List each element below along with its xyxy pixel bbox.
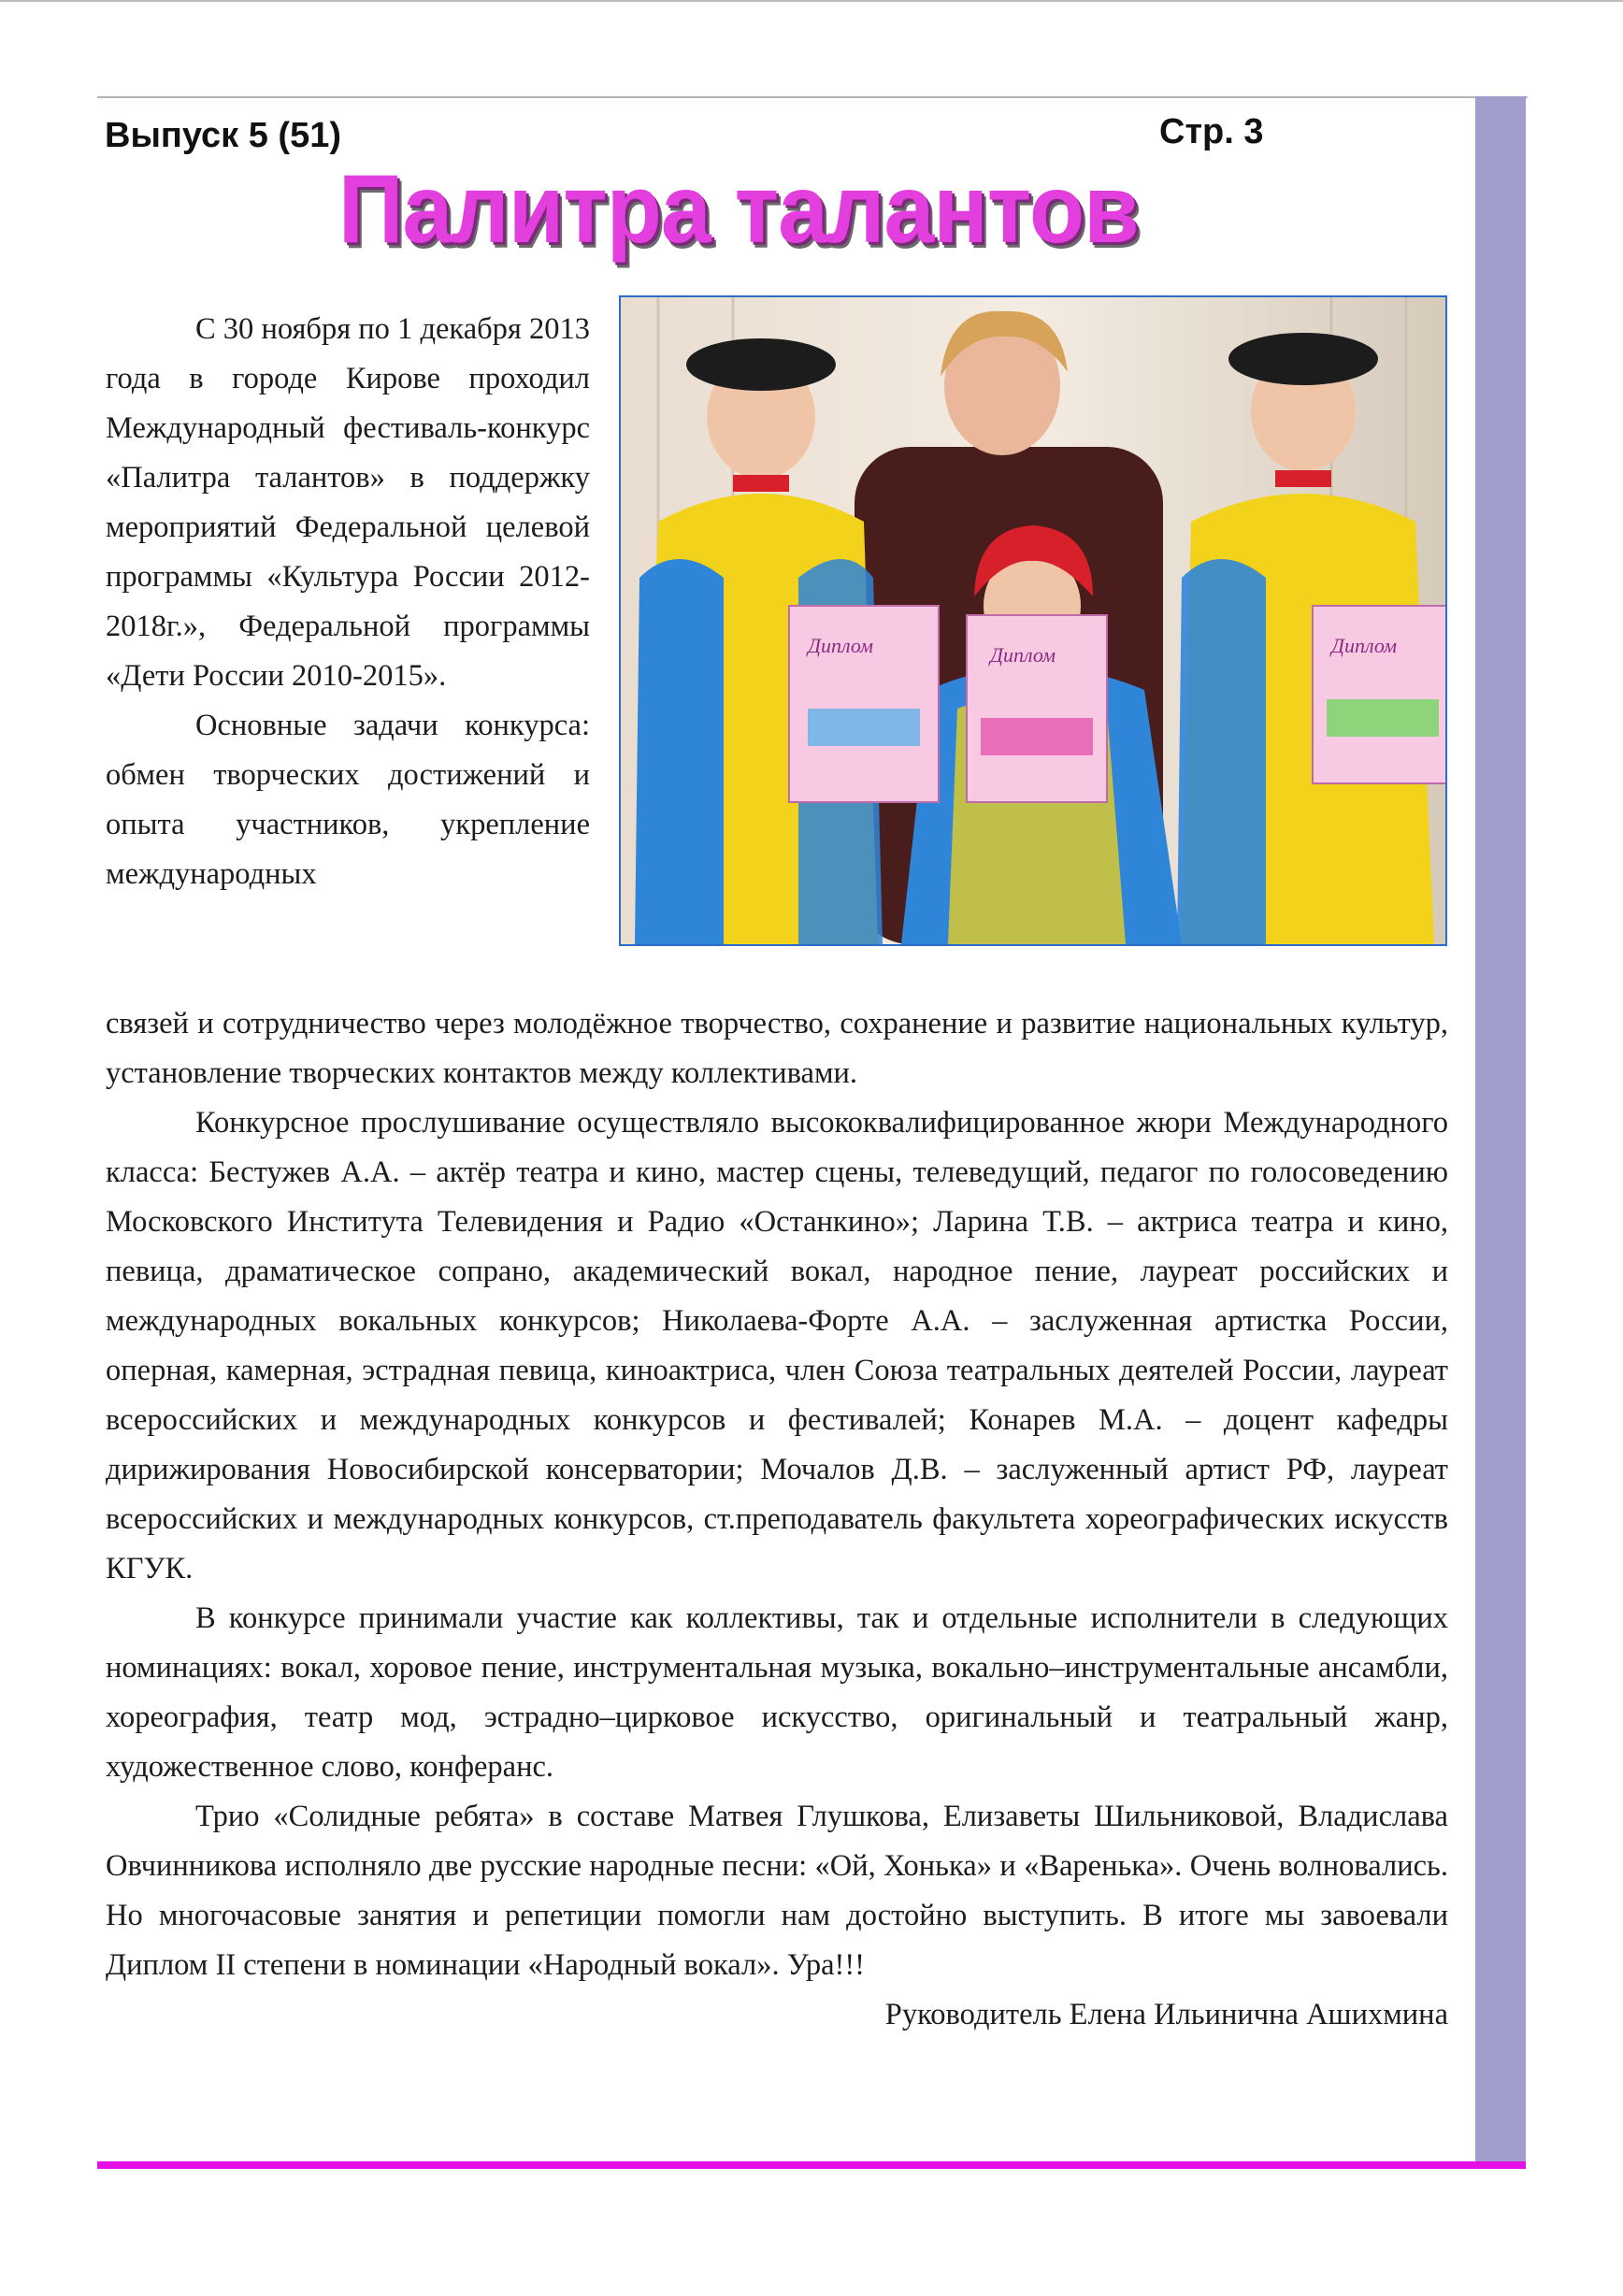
diploma-label: Диплом [990, 643, 1056, 667]
footer-rule [97, 2161, 1526, 2169]
photo-illustration [621, 297, 1445, 944]
paragraph: В конкурсе принимали участие как коллективы, так и отдельные исполнители в следующих номинациях: вокал, хоровое пение, инструментальная музыка, вокально–инструментальные ансамбли, хореография, театр мод, эстрадно–цирковое искусство, оригинальный и театральный жанр, художественное слово, конферанс. [106, 1601, 1448, 1784]
page-number: Стр. 3 [1159, 112, 1264, 151]
article-column-text [106, 305, 590, 899]
paragraph-continuation: связей и сотрудничество через молодёжное творчество, сохранение и развитие национальных культур, установление творческих контактов между коллективами. [106, 1007, 1448, 1090]
paragraph: С 30 ноября по 1 декабря 2013 года в городе Кирове проходил Международный фестиваль-конкурс «Палитра талантов» в поддержку мероприятий Федеральной целевой программы «Культура России 2012-2018г.», Федеральной программы «Дети России 2010-2015». [106, 312, 590, 693]
issue-number: Выпуск 5 (51) [105, 116, 342, 155]
top-border [0, 0, 1623, 2]
article-title: Палитра талантов [338, 155, 1139, 264]
diploma-label: Диплом [808, 634, 874, 657]
paragraph: Трио «Солидные ребята» в составе Матвея Глушкова, Елизаветы Шильниковой, Владислава Овчинникова исполняло две русские народные песни: «Ой, Хонька» и «Варенька». Очень волновались. Но многочасовые занятия и репетиции помогли нам достойно выступить. В итоге мы завоевали Диплом II степени в номинации «Народный вокал». Ура!!! [106, 1800, 1448, 1982]
diploma-label: Диплом [1331, 634, 1398, 657]
article-photo [619, 295, 1447, 946]
header-rule [97, 96, 1528, 98]
article-body [106, 999, 1448, 2040]
side-decoration-bar [1475, 96, 1526, 2169]
paragraph: Конкурсное прослушивание осуществляло высококвалифицированное жюри Международного класса: Бестужев А.А. – актёр театра и кино, мастер сцены, телеведущий, педагог по голосоведению Московского Института Телевидения и Радио «Останкино»; Ларина Т.В. – актриса театра и кино, певица, драматическое сопрано, академический вокал, народное пение, лауреат российских и международных вокальных конкурсов; Николаева-Форте А.А. – заслуженная артистка России, оперная, камерная, эстрадная певица, киноактриса, член Союза театральных деятелей России, лауреат всероссийских и международных конкурсов и фестивалей; Конарев М.А. – доцент кафедры дирижирования Новосибирской консерватории; Мочалов Д.В. – заслуженный артист РФ, лауреат всероссийских и международных конкурсов, ст.преподаватель факультета хореографических искусств КГУК. [106, 1106, 1448, 1586]
paragraph: Основные задачи конкурса: обмен творческих достижений и опыта участников, укрепление международных [106, 709, 590, 891]
signature: Руководитель Елена Ильинична Ашихмина [884, 1998, 1448, 2031]
